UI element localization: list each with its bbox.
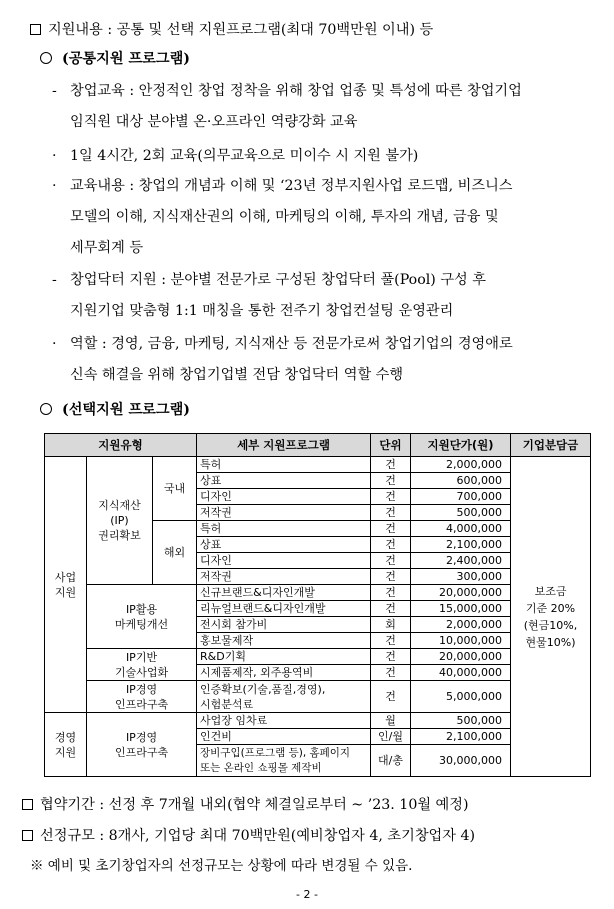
dash-bullet-icon: -	[52, 272, 57, 288]
header-price: 지원단가(원)	[411, 434, 511, 457]
header-support-type: 지원유형	[45, 434, 197, 457]
table-row: 시제품제작, 외주용역비 건 40,000,000	[45, 665, 591, 681]
checkbox-square-icon	[22, 830, 33, 841]
table-row: 인건비 인/월 2,100,000	[45, 729, 591, 745]
page-number: - 2 -	[296, 888, 318, 901]
table-row: IP경영 인프라구축 인증확보(기술,품질,경영), 시험분석료 건 5,000,000	[45, 681, 591, 713]
table-row: 저작권 건 300,000	[45, 569, 591, 585]
content-title: 지원내용 : 공통 및 선택 지원프로그램(최대 70백만원 이내) 등	[48, 22, 434, 38]
table-row: 상표 건 2,100,000	[45, 537, 591, 553]
common-header-line	[40, 49, 190, 69]
circle-bullet-icon	[40, 52, 52, 64]
table-row: 디자인 건 700,000	[45, 489, 591, 505]
note-line	[30, 856, 412, 876]
header-share: 기업분담금	[511, 434, 591, 457]
table-row: 상표 건 600,000	[45, 473, 591, 489]
header-unit: 단위	[371, 434, 411, 457]
group-management: 경영 지원	[45, 713, 87, 777]
group-overseas: 해외	[153, 521, 197, 585]
group-business: 사업 지원	[45, 457, 87, 713]
table-row: 전시회 참가비 회 2,000,000	[45, 617, 591, 633]
content-title-line	[30, 20, 433, 40]
group-ip-rights: 지식재산 (IP) 권리확보	[87, 457, 153, 585]
group-ip-commercial: IP기반 기술사업화	[87, 649, 197, 681]
table-row: 사업 지원 지식재산 (IP) 권리확보 국내 특허 건 2,000,000 보조금 기준 20% (현금10%, 현물10%)	[45, 457, 591, 473]
common-header: (공통지원 프로그램)	[62, 51, 191, 67]
table-row: 장비구입(프로그램 등), 홈페이지 또는 온라인 쇼핑몰 제작비 대/총 30,000,000	[45, 745, 591, 777]
doctor-line2: 지원기업 맞춤형 1:1 매칭을 통한 전주기 창업컨설팅 운영관리	[70, 303, 454, 319]
period-text: 협약기간 : 선정 후 7개월 내외(협약 체결일로부터 ~ ’23. 10월 예정)	[40, 797, 469, 813]
role-line1: · 역할 : 경영, 금융, 마케팅, 지식재산 등 전문가로써 창업기업의 경영애로	[52, 336, 513, 352]
header-program: 세부 지원프로그램	[197, 434, 371, 457]
dash-bullet-icon: -	[52, 83, 57, 99]
edu-detail2-line3: 세무회계 등	[70, 240, 144, 256]
checkbox-square-icon	[30, 24, 41, 35]
scale-text: 선정규모 : 8개사, 기업당 최대 70백만원(예비창업자 4, 초기창업자 4)	[40, 828, 476, 844]
dot-bullet-icon: ·	[52, 148, 57, 164]
group-ip-marketing: IP활용 마케팅개선	[87, 585, 197, 649]
table-row: 디자인 건 2,400,000	[45, 553, 591, 569]
table-row: IP기반 기술사업화 R&D기획 건 20,000,000	[45, 649, 591, 665]
note-text: ※ 예비 및 초기창업자의 선정규모는 상황에 따라 변경될 수 있음.	[30, 858, 413, 874]
table-row: 리뉴얼브랜드&디자인개발 건 15,000,000	[45, 601, 591, 617]
dot-bullet-icon: ·	[52, 336, 57, 352]
edu-line2: 임직원 대상 분야별 온·오프라인 역량강화 교육	[70, 114, 358, 130]
table-header-row	[45, 434, 591, 457]
checkbox-square-icon	[22, 799, 33, 810]
period-line	[22, 795, 469, 815]
edu-detail1: · 1일 4시간, 2회 교육(의무교육으로 미이수 시 지원 불가)	[52, 148, 419, 164]
table-row: 홍보물제작 건 10,000,000	[45, 633, 591, 649]
group-domestic: 국내	[153, 457, 197, 521]
role-line2: 신속 해결을 위해 창업기업별 전담 창업닥터 역할 수행	[70, 367, 404, 383]
edu-detail2-line2: 모델의 이해, 지식재산권의 이해, 마케팅의 이해, 투자의 개념, 금융 및	[70, 209, 499, 225]
dot-bullet-icon: ·	[52, 178, 57, 194]
doctor-line1: - 창업닥터 지원 : 분야별 전문가로 구성된 창업닥터 풀(Pool) 구성 후	[52, 272, 486, 288]
select-header: (선택지원 프로그램)	[62, 402, 191, 418]
group-ip-infra-2: IP경영 인프라구축	[87, 713, 197, 777]
edu-line1: - 창업교육 : 안정적인 창업 정착을 위해 창업 업종 및 특성에 따른 창업기업	[52, 83, 522, 99]
share-cell: 보조금 기준 20% (현금10%, 현물10%)	[511, 457, 591, 777]
support-program-table	[44, 433, 591, 777]
edu-detail2-line1: · 교육내용 : 창업의 개념과 이해 및 ‘23년 정부지원사업 로드맵, 비즈니스	[52, 178, 513, 194]
table-row: 저작권 건 500,000	[45, 505, 591, 521]
table-row: IP활용 마케팅개선 신규브랜드&디자인개발 건 20,000,000	[45, 585, 591, 601]
scale-line	[22, 826, 475, 846]
table-row: 경영 지원 IP경영 인프라구축 사업장 임차료 월 500,000	[45, 713, 591, 729]
table-row: 해외 특허 건 4,000,000	[45, 521, 591, 537]
select-header-line	[40, 400, 190, 420]
group-ip-infra-1: IP경영 인프라구축	[87, 681, 197, 713]
circle-bullet-icon	[40, 403, 52, 415]
